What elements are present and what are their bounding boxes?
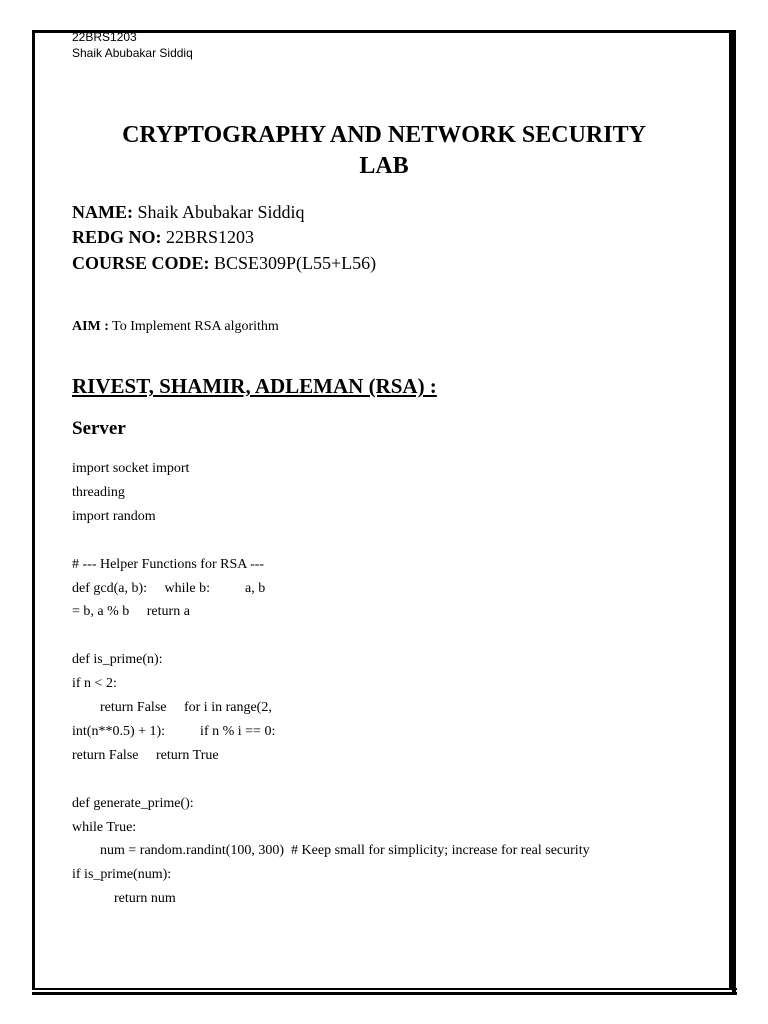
code-line: return num bbox=[72, 891, 176, 907]
page-border-right bbox=[732, 30, 736, 992]
code-line: = b, a % b return a bbox=[72, 604, 190, 620]
info-course-row bbox=[72, 252, 376, 274]
info-course-label: COURSE CODE: bbox=[72, 253, 210, 273]
document-title-line-2: LAB bbox=[359, 153, 409, 179]
header-student-name: Shaik Abubakar Siddiq bbox=[72, 46, 193, 60]
code-line: if n < 2: bbox=[72, 676, 117, 692]
page-border-bottom-thin bbox=[32, 988, 737, 990]
document-title bbox=[72, 120, 696, 182]
code-line: return False return True bbox=[72, 747, 219, 763]
document-title-line-1: CRYPTOGRAPHY AND NETWORK SECURITY bbox=[122, 122, 646, 148]
section-subtitle: Server bbox=[72, 418, 126, 439]
info-name-label: NAME: bbox=[72, 202, 133, 222]
code-line: import socket import bbox=[72, 461, 190, 476]
info-name-row bbox=[72, 201, 305, 223]
aim-row bbox=[72, 318, 279, 336]
info-regd-row bbox=[72, 226, 254, 248]
info-regd-label: REDG NO: bbox=[72, 227, 162, 247]
code-line: def is_prime(n): bbox=[72, 652, 163, 668]
page-border-bottom-thick bbox=[32, 992, 737, 995]
code-line: int(n**0.5) + 1): if n % i == 0: bbox=[72, 723, 276, 739]
code-line: while True: bbox=[72, 819, 137, 835]
aim-text: To Implement RSA algorithm bbox=[108, 319, 279, 334]
code-line: # --- Helper Functions for RSA --- bbox=[72, 556, 265, 572]
info-course-value: BCSE309P(L55+L56) bbox=[209, 253, 377, 273]
code-line: if is_prime(num): bbox=[72, 867, 172, 883]
info-regd-value: 22BRS1203 bbox=[161, 227, 255, 247]
code-line: return False for i in range(2, bbox=[72, 700, 272, 715]
header-regd-number: 22BRS1203 bbox=[72, 30, 137, 44]
code-line: num = random.randint(100, 300) # Keep small for simplicity; increase for real security bbox=[72, 843, 590, 859]
info-name-value: Shaik Abubakar Siddiq bbox=[133, 202, 305, 222]
code-line: def generate_prime(): bbox=[72, 795, 194, 811]
code-line: threading bbox=[72, 484, 125, 500]
section-title: RIVEST, SHAMIR, ADLEMAN (RSA) : bbox=[72, 374, 437, 398]
aim-label: AIM : bbox=[72, 319, 109, 334]
code-line: import random bbox=[72, 508, 156, 524]
code-line: def gcd(a, b): while b: a, b bbox=[72, 580, 266, 596]
